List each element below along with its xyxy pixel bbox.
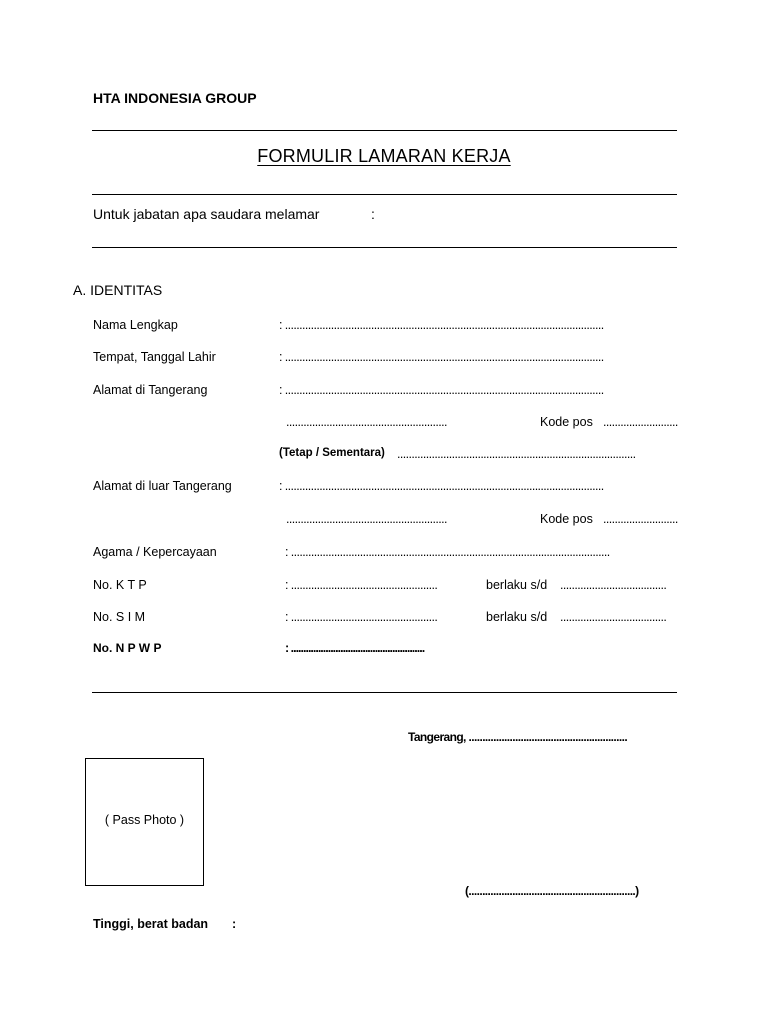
field-sim[interactable]: : ...................................................	[285, 610, 438, 624]
label-alamat-luar-tangerang: Alamat di luar Tangerang	[93, 479, 232, 493]
divider	[92, 247, 677, 248]
position-question: Untuk jabatan apa saudara melamar	[93, 206, 320, 222]
divider	[92, 194, 677, 195]
field-sim-berlaku[interactable]: .....................................	[560, 610, 667, 624]
field-alamat-luar-tangerang-line2[interactable]: ........................................................	[286, 512, 447, 526]
field-kode-pos[interactable]: ..........................	[603, 415, 678, 429]
label-npwp: No. N P W P	[93, 641, 162, 655]
label-kode-pos: Kode pos	[540, 415, 593, 429]
label-nama-lengkap: Nama Lengkap	[93, 318, 178, 332]
field-tetap-sementara[interactable]: ...................................................................................	[397, 447, 636, 461]
field-agama[interactable]: : ...............................................................................................................	[285, 545, 610, 559]
label-height-weight: Tinggi, berat badan	[93, 917, 209, 931]
field-height-weight[interactable]: :	[232, 917, 237, 931]
field-alamat-tangerang-line2[interactable]: ........................................................	[286, 415, 447, 429]
label-ktp: No. K T P	[93, 578, 147, 592]
label-agama: Agama / Kepercayaan	[93, 545, 217, 559]
field-ktp-berlaku[interactable]: .....................................	[560, 578, 667, 592]
label-alamat-tangerang: Alamat di Tangerang	[93, 383, 208, 397]
company-name: HTA INDONESIA GROUP	[93, 90, 257, 106]
label-sim: No. S I M	[93, 610, 146, 624]
position-answer-field[interactable]: :	[371, 206, 375, 222]
label-tetap-sementara: (Tetap / Sementara)	[279, 447, 385, 459]
place-date-field[interactable]: Tangerang, ..........................................................	[408, 730, 628, 744]
field-nama-lengkap[interactable]: : ...............................................................................................................	[279, 318, 604, 332]
divider	[92, 692, 677, 693]
label-tempat-tanggal-lahir: Tempat, Tanggal Lahir	[93, 350, 216, 364]
field-tempat-tanggal-lahir[interactable]: : ...............................................................................................................	[279, 350, 604, 364]
label-kode-pos-luar: Kode pos	[540, 512, 593, 526]
divider	[92, 130, 677, 131]
signature-field[interactable]: (.............................................................)	[465, 884, 639, 898]
field-alamat-luar-tangerang[interactable]: : ...............................................................................................................	[279, 479, 604, 493]
field-npwp[interactable]: : ......................................................	[285, 641, 425, 655]
pass-photo-label: ( Pass Photo )	[104, 813, 185, 827]
label-sim-berlaku: berlaku s/d	[486, 610, 548, 624]
field-kode-pos-luar[interactable]: ..........................	[603, 512, 678, 526]
section-identitas-heading: A. IDENTITAS	[73, 282, 163, 298]
label-ktp-berlaku: berlaku s/d	[486, 578, 548, 592]
field-alamat-tangerang[interactable]: : ...............................................................................................................	[279, 383, 604, 397]
form-title: FORMULIR LAMARAN KERJA	[257, 146, 511, 166]
pass-photo-box	[85, 758, 204, 886]
field-ktp[interactable]: : ...................................................	[285, 578, 438, 592]
